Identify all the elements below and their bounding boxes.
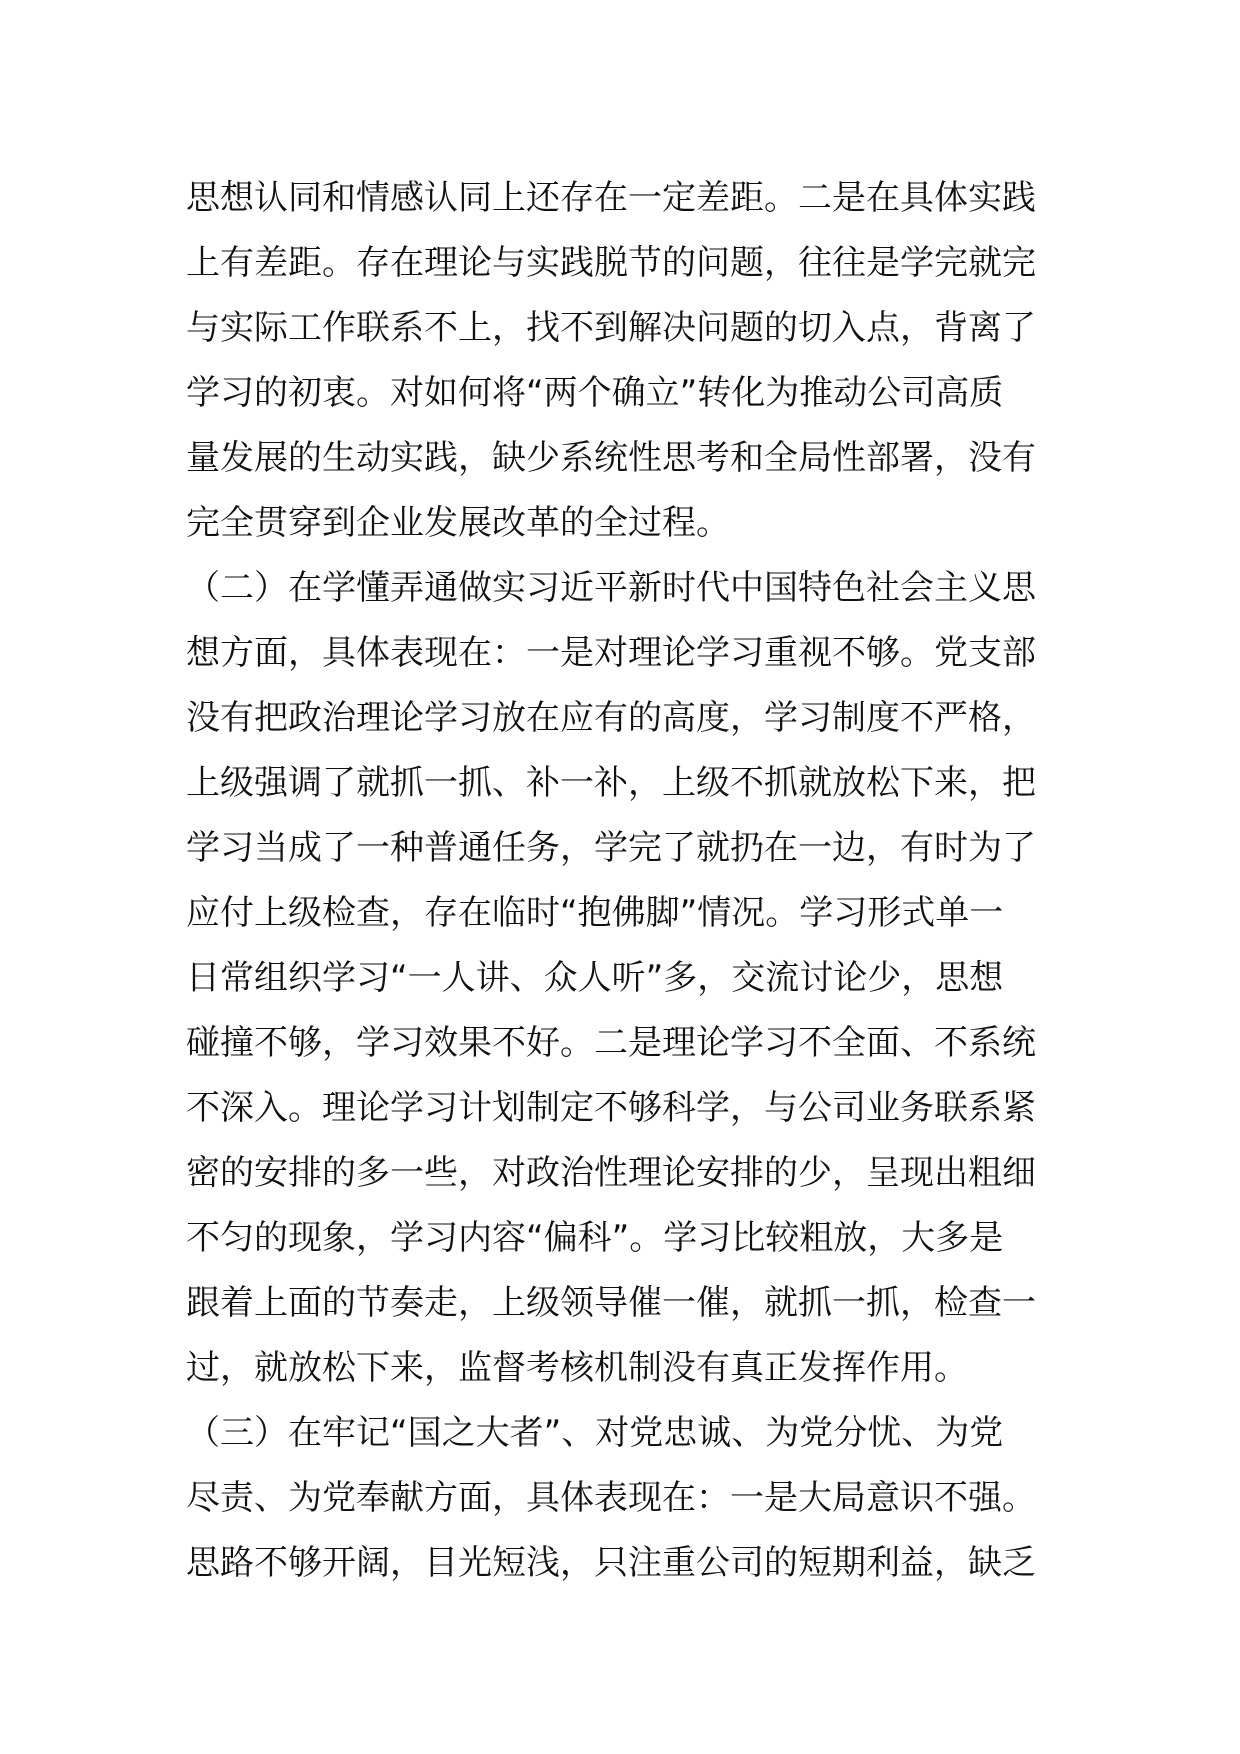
text-line: 碰撞不够，学习效果不好。二是理论学习不全面、不系统 (186, 1023, 1036, 1063)
text-line: 与实际工作联系不上，找不到解决问题的切入点，背离了 (186, 308, 1036, 348)
section-heading-line: （三）在牢记“国之大者”、对党忠诚、为党分忧、为党 (186, 1413, 1004, 1453)
text-line: 上级强调了就抓一抓、补一补，上级不抓就放松下来，把 (186, 763, 1036, 803)
text-line: 不深入。理论学习计划制定不够科学，与公司业务联系紧 (186, 1088, 1036, 1128)
text-line: 不匀的现象，学习内容“偏科”。学习比较粗放，大多是 (186, 1218, 1004, 1258)
text-line: 应付上级检查，存在临时“抱佛脚”情况。学习形式单一 (186, 893, 1004, 933)
text-line: 学习当成了一种普通任务，学完了就扔在一边，有时为了 (186, 828, 1036, 868)
text-line: 过，就放松下来，监督考核机制没有真正发挥作用。 (186, 1348, 968, 1388)
text-line: 日常组织学习“一人讲、众人听”多，交流讨论少，思想 (186, 958, 1004, 998)
text-line: 思想认同和情感认同上还存在一定差距。二是在具体实践 (186, 178, 1036, 218)
document-body (186, 166, 1062, 1596)
text-line: 尽责、为党奉献方面，具体表现在：一是大局意识不强。 (186, 1478, 1036, 1518)
text-line: 学习的初衷。对如何将“两个确立”转化为推动公司高质 (186, 373, 1004, 413)
text-line: 跟着上面的节奏走，上级领导催一催，就抓一抓，检查一 (186, 1283, 1036, 1323)
text-line: 密的安排的多一些，对政治性理论安排的少，呈现出粗细 (186, 1153, 1036, 1193)
text-line: 想方面，具体表现在：一是对理论学习重视不够。党支部 (186, 633, 1036, 673)
text-line: 上有差距。存在理论与实践脱节的问题，往往是学完就完 (186, 243, 1036, 283)
text-line: 量发展的生动实践，缺少系统性思考和全局性部署，没有 (186, 438, 1036, 478)
text-line: 没有把政治理论学习放在应有的高度，学习制度不严格， (186, 698, 1036, 738)
section-heading-line: （二）在学懂弄通做实习近平新时代中国特色社会主义思 (186, 568, 1036, 608)
text-line: 完全贯穿到企业发展改革的全过程。 (186, 503, 730, 543)
text-line: 思路不够开阔，目光短浅，只注重公司的短期利益，缺乏 (186, 1543, 1036, 1583)
